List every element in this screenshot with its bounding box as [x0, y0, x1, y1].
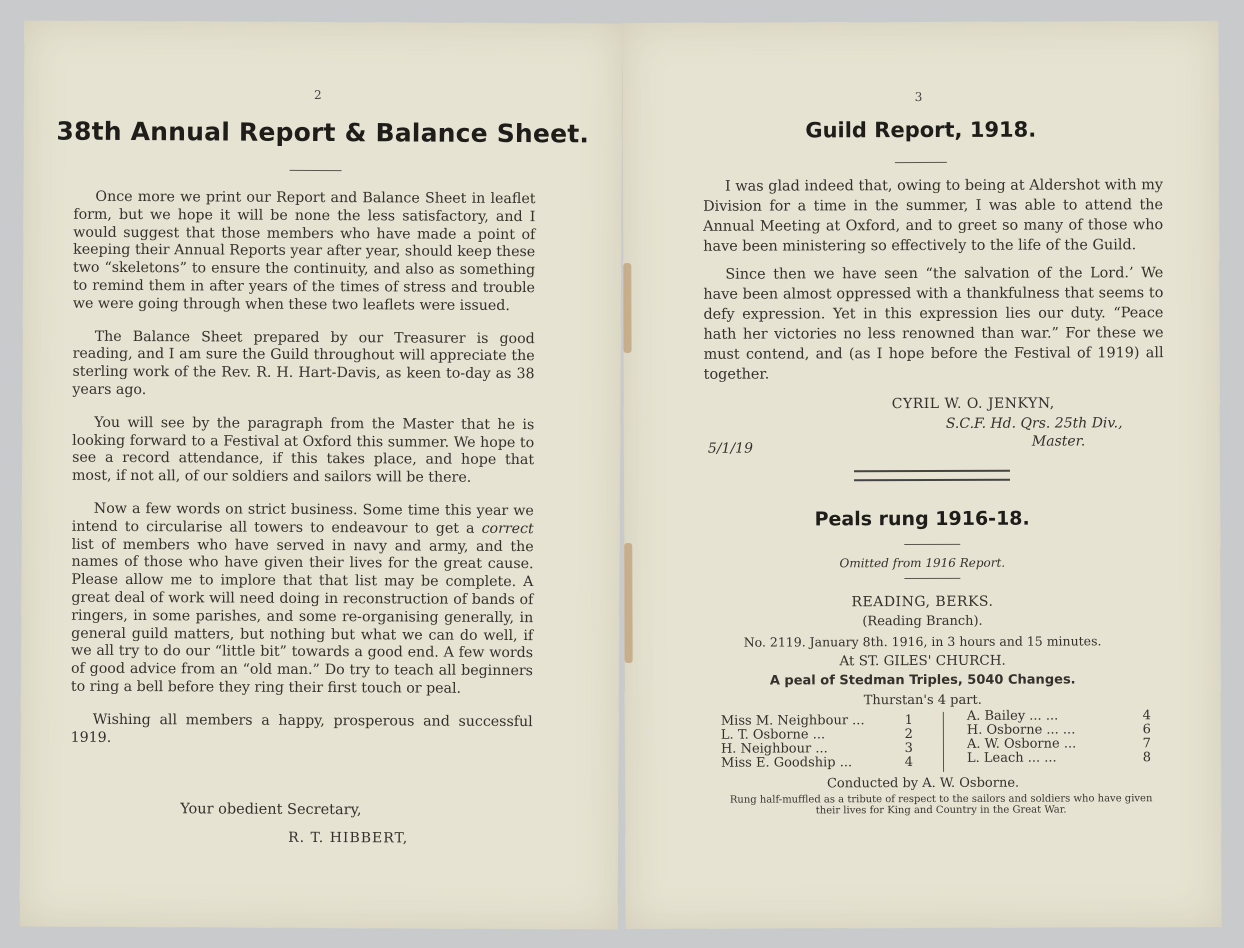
- ringer-row: L. Leach ... ... 8: [966, 750, 1152, 766]
- signatory-title: S.C.F. Hd. Qrs. 25th Div.,: [945, 415, 1123, 432]
- title-divider: [895, 162, 947, 163]
- peal-location: READING, BERKS.: [851, 593, 994, 611]
- ringer-row: Miss E. Goodship ... 4: [720, 755, 914, 771]
- stain: [623, 263, 631, 353]
- peal-footnote: Rung half-muffled as a tribute of respect to the sailors and soldiers who have given their lives for King and Country in the Great War.: [729, 793, 1153, 817]
- paragraph: Since then we have seen “the salvation of the Lord.’ We have been almost oppressed with a thankfulness that seems to defy expression. Yet in this expression lies our duty. “Peace hath her victories no less renowned than war.” For these we must contend, and (as I hope before the Festival of 1919) all together.: [703, 265, 1164, 383]
- report-date: 5/1/19: [707, 440, 753, 457]
- paragraph: Once more we print our Report and Balance Sheet in leaflet form, but we hope it will be none the less satisfactory, and I would suggest that those members who have made a point of keeping their Annual Reports year after year, should keep these two “skeletons” to ensure the continuity, and also as something to remind them in after years of the times of stress and trouble we were going through when these two leaflets were issued.: [72, 188, 536, 314]
- peal-composition: Thurstan's 4 part.: [863, 692, 982, 709]
- report-body: [70, 189, 535, 765]
- signatory-role: Master.: [1031, 433, 1086, 450]
- ringer-row: A. W. Osborne ... 7: [966, 736, 1151, 752]
- emphasis: correct: [481, 520, 534, 537]
- title-divider: [290, 170, 342, 171]
- peal-number: No. 2119. January 8th. 1916, in 3 hours and 15 minutes.: [743, 633, 1102, 650]
- ringers-left: [721, 714, 913, 771]
- paragraph: The Balance Sheet prepared by our Treasurer is good reading, and I am sure the Guild throughout will appreciate the sterling work of the Rev. R. H. Hart-Davis, as keen to-day as 38 years ago.: [72, 328, 535, 399]
- peal-church: At ST. GILES' CHURCH.: [839, 652, 1006, 670]
- paragraph: Now a few words on strict business. Some time this year we intend to circularise all towers to endeavour to get a correct list of members who have served in navy and army, and the names of those who have given their lives for the great cause. Please allow me to implore that that list may be complete. A great deal of work will need doing in reconstruction of bands of ringers, in some parishes, and some re-organising generally, in general guild matters, but nothing but what we can do well, if we all try to do our “little bit” towards a good end. A few words of good advice from an “old man.” Do try to teach all beginners to ring a bell before they ring their first touch or peal.: [70, 500, 534, 697]
- ringer-row: H. Neighbour ... 3: [720, 741, 913, 757]
- left-page: [20, 20, 623, 929]
- divider: [904, 578, 960, 579]
- guild-report-body: [703, 175, 1164, 400]
- paragraph: You will see by the paragraph from the Master that he is looking forward to a Festival at Oxford this summer. We hope to see a record attendance, if this takes place, and hope that most, if not all, of our soldiers and sailors will be there.: [71, 414, 535, 486]
- ringer-row: L. T. Osborne ... 2: [720, 727, 913, 743]
- ringer-row: A. Bailey ... ... 4: [966, 708, 1151, 724]
- signature: R. T. HIBBERT,: [288, 829, 409, 847]
- peal-conductor: Conducted by A. W. Osborne.: [826, 775, 1020, 792]
- ringer-divider: [943, 712, 944, 772]
- ringer-row: H. Osborne ... ... 6: [966, 722, 1151, 738]
- omitted-note: Omitted from 1916 Report.: [839, 555, 1006, 571]
- page-title: Guild Report, 1918.: [805, 117, 1037, 143]
- closing: Your obedient Secretary,: [180, 801, 362, 819]
- peal-branch: (Reading Branch).: [862, 613, 983, 630]
- ringer-row: Miss M. Neighbour ... 1: [720, 713, 913, 729]
- peals-title: Peals rung 1916-18.: [814, 507, 1030, 531]
- right-page: [622, 21, 1221, 929]
- section-divider: [854, 470, 1010, 482]
- paragraph: Wishing all members a happy, prosperous and successful 1919.: [70, 711, 533, 746]
- page-number: 2: [313, 87, 322, 102]
- paragraph: I was glad indeed that, owing to being at Aldershot with my Division for a time in the summer, I was able to attend the Annual Meeting at Oxford, and to greet so many of those who have been ministering so effectively to the life of the Guild.: [703, 177, 1164, 255]
- ringers-right: [967, 709, 1151, 766]
- signatory: CYRIL W. O. JENKYN,: [891, 395, 1055, 413]
- divider: [904, 544, 960, 545]
- page-title: 38th Annual Report & Balance Sheet.: [56, 116, 590, 149]
- page-number: 3: [914, 89, 923, 105]
- peal-description: A peal of Stedman Triples, 5040 Changes.: [769, 672, 1076, 689]
